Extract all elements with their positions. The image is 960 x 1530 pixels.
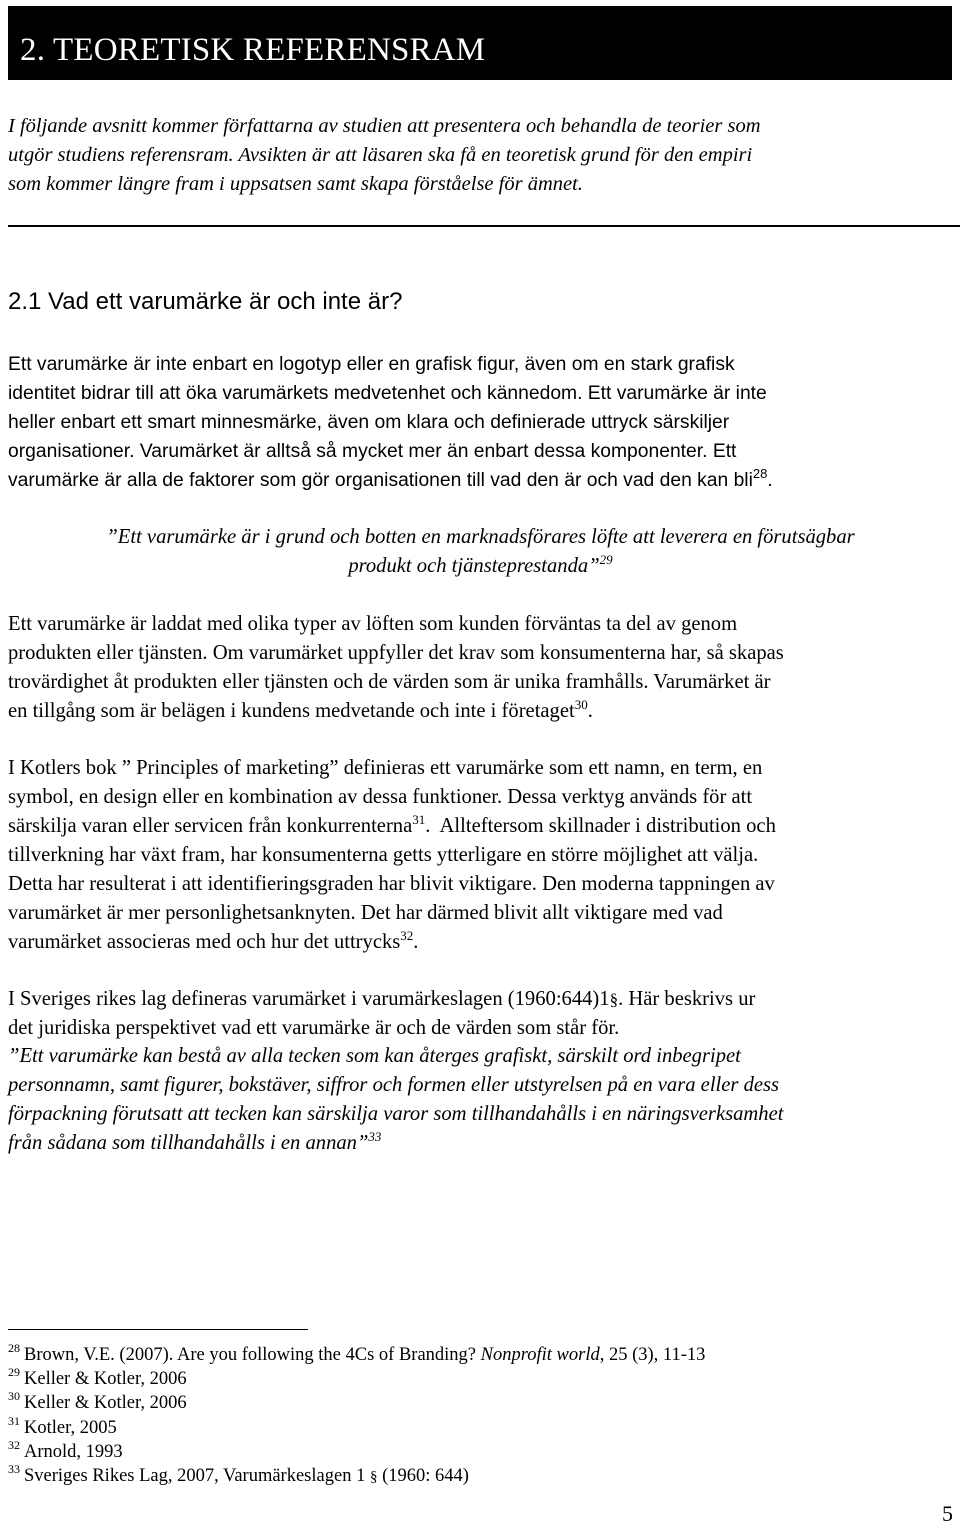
footnote-number: 32 — [8, 1437, 20, 1452]
footnote-number: 30 — [8, 1389, 20, 1404]
definition-paragraph — [8, 350, 953, 495]
quote-line: förpackning förutsatt att tecken kan särskilja varor som tillhandahålls i en näringsverksamhet — [8, 1103, 784, 1125]
quote-line — [8, 552, 953, 581]
footnote — [8, 1343, 705, 1367]
footnote-text: Keller & Kotler, 2006 — [24, 1393, 187, 1414]
quote-line — [8, 1129, 953, 1158]
quote-line: personnamn, samt figurer, bokstäver, siffror och formen eller utstyrelsen på en vara eller dess — [8, 1074, 780, 1096]
paragraph-line: Ett varumärke är inte enbart en logotyp eller en grafisk figur, även om en stark grafisk — [8, 354, 735, 375]
footnote-number: 31 — [8, 1413, 20, 1428]
paragraph-line-text: . Här beskrivs ur — [618, 988, 756, 1010]
quote-line-text: produkt och tjänsteprestanda” — [348, 555, 600, 577]
footnote-text: Sveriges Rikes Lag, 2007, Varumärkeslagen 1 — [24, 1466, 370, 1487]
quote-line-text: från sådana som tillhandahålls i en annan” — [8, 1132, 369, 1154]
quote-line: ”Ett varumärke kan bestå av alla tecken som kan återges grafiskt, särskilt ord inbegripet — [8, 1045, 741, 1067]
page-number: 5 — [942, 1501, 953, 1526]
block-quote — [8, 523, 953, 581]
paragraph-line-end: . — [767, 470, 773, 491]
paragraph-line-text: en tillgång som är belägen i kundens medvetande och inte i företaget — [8, 700, 575, 722]
footnote-text: (1960: 644) — [377, 1466, 469, 1487]
intro-line: som kommer längre fram i uppsatsen samt skapa förståelse för ämnet. — [8, 173, 583, 195]
intro-paragraph — [8, 112, 943, 199]
footnote-ref: 31 — [412, 812, 426, 827]
paragraph-line-end: . — [413, 931, 419, 953]
paragraph-line — [8, 697, 953, 726]
law-quote — [8, 1042, 953, 1158]
footnote — [8, 1413, 705, 1440]
footnote-ref: 32 — [400, 928, 414, 943]
paragraph-line: Detta har resulterat i att identifieringsgraden har blivit viktigare. Den moderna tappningen av — [8, 873, 775, 895]
footnote-number: 28 — [8, 1341, 20, 1355]
paragraph-line — [8, 812, 953, 841]
paragraph-line-text: varumärke är alla de faktorer som gör organisationen till vad den är och vad den kan bli — [8, 470, 753, 491]
paragraph-line: trovärdighet åt produkten eller tjänsten och de värden som är unika framhålls. Varumärket är — [8, 671, 771, 693]
intro-line: utgör studiens referensram. Avsikten är att läsaren ska få en teoretisk grund för den empiri — [8, 144, 753, 166]
paragraph-line: produkten eller tjänsten. Om varumärket uppfyller det krav som konsumenterna har, så skapas — [8, 642, 784, 664]
quote-line: ”Ett varumärke är i grund och botten en marknadsförares löfte att leverera en förutsägbar — [106, 526, 855, 548]
section-sign: § — [609, 990, 619, 1009]
footnote-ref: 33 — [368, 1129, 382, 1144]
paragraph-line — [8, 466, 953, 495]
section-divider — [8, 225, 960, 227]
footnote-text: , 25 (3), 11-13 — [599, 1345, 706, 1365]
footnote — [8, 1367, 705, 1391]
footnote — [8, 1437, 705, 1464]
paragraph-line: det juridiska perspektivet vad ett varumärke är och de värden som står för. — [8, 1017, 620, 1039]
footnote — [8, 1391, 705, 1415]
paragraph-line — [8, 985, 953, 1014]
footnote-text: Brown, V.E. (2007). Are you following the 4Cs of Branding? — [24, 1345, 481, 1365]
body-paragraph — [8, 754, 953, 957]
paragraph-line-end: . — [587, 700, 593, 722]
intro-line: I följande avsnitt kommer författarna av studien att presentera och behandla de teorier som — [8, 115, 761, 137]
body-paragraph — [8, 610, 953, 726]
footnote-ref: 28 — [752, 466, 768, 481]
footnote-list — [8, 1343, 705, 1489]
paragraph-line: organisationer. Varumärket är alltså så mycket mer än enbart dessa komponenter. Ett — [8, 441, 737, 462]
paragraph-line — [8, 928, 953, 957]
footnote-ref: 29 — [599, 552, 613, 567]
chapter-heading: 2. TEORETISK REFERENSRAM — [20, 32, 486, 68]
paragraph-line: Ett varumärke är laddat med olika typer av löften som kunden förväntas ta del av genom — [8, 613, 738, 635]
paragraph-line: tillverkning har växt fram, har konsumenterna getts ytterligare en större möjlighet att välja. — [8, 844, 759, 866]
body-paragraph — [8, 985, 953, 1043]
footnote-number: 33 — [8, 1462, 20, 1477]
footnote-text: Keller & Kotler, 2006 — [24, 1369, 187, 1390]
footnote — [8, 1464, 705, 1489]
footnote-separator — [8, 1329, 308, 1330]
footnote-text: Kotler, 2005 — [24, 1417, 117, 1438]
chapter-heading-bar — [8, 6, 952, 80]
footnote-text: Arnold, 1993 — [24, 1441, 123, 1462]
section-heading: 2.1 Vad ett varumärke är och inte är? — [8, 288, 403, 315]
paragraph-line: heller enbart ett smart minnesmärke, även om klara och definierade uttryck särskiljer — [8, 412, 730, 433]
paragraph-line-text: särskilja varan eller servicen från konkurrenterna — [8, 815, 413, 837]
paragraph-line-text: . Allteftersom skillnader i distribution och — [425, 815, 776, 837]
paragraph-line-text: I Sveriges rikes lag defineras varumärket i varumärkeslagen (1960:644)1 — [8, 988, 610, 1010]
section-sign: § — [369, 1469, 378, 1486]
paragraph-line: varumärket är mer personlighetsanknyten. Det har därmed blivit allt viktigare med vad — [8, 902, 723, 924]
paragraph-line: symbol, en design eller en kombination av dessa funktioner. Dessa verktyg används för att — [8, 786, 753, 808]
footnote-ref: 30 — [574, 697, 588, 712]
paragraph-line: I Kotlers bok ” Principles of marketing” definieras ett varumärke som ett namn, en term, en — [8, 757, 763, 779]
paragraph-line-text: varumärket associeras med och hur det uttrycks — [8, 931, 401, 953]
footnote-number: 29 — [8, 1365, 20, 1380]
footnote-journal: Nonprofit world — [480, 1345, 600, 1365]
paragraph-line: identitet bidrar till att öka varumärkets medvetenhet och kännedom. Ett varumärke är inte — [8, 383, 767, 404]
